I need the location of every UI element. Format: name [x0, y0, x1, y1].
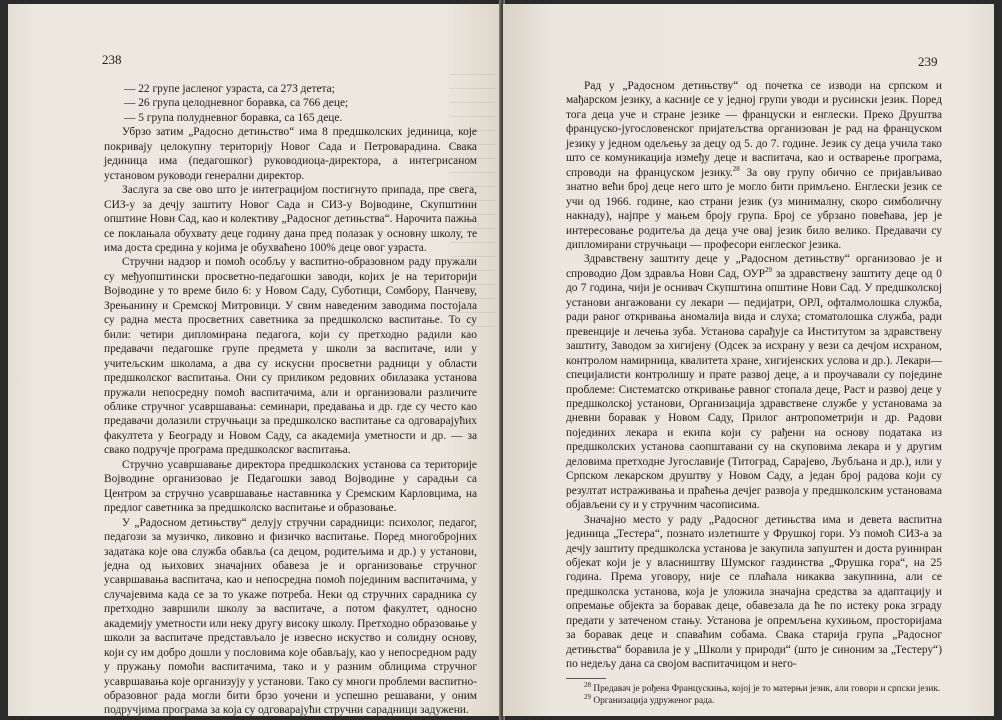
- left-text-block: [104, 82, 477, 716]
- list-item: — 22 групе јасленог узраста, са 273 детета;: [124, 83, 335, 95]
- footnote-number: 29: [584, 692, 591, 701]
- list-item: — 5 група полудневног боравка, са 165 деце.: [124, 111, 343, 124]
- paragraph-text: Значајно место у раду „Радосног детињства има и девета васпитна јединица „Тестера“, познато излетиште у Фрушкој гори. Уз помоћ СИЗ-а за дечју заштиту предшколска установа је закупила запуштен и доста руиниран објекат који је у власништву Шумског газдинства „Фрушка гора“, на 25 година. Према уговору, није се плаћала никаква закупнина, али се предшколска установа, која је уложила значајна средства за адаптацију и опремање објекта за боравак деце, обавезала да ће по истеку рока зграду предати у затеченом стању. Установа је опремљена кухињом, просторијама за боравак деце и спаваћим собама. Свака старија група „Радосног детињства“ боравила је у „Школи у природи“ (што је синоним за „Тестеру“) по недељу дана са својом васпитачицом и него-: [566, 513, 942, 671]
- paragraph: [566, 252, 942, 512]
- paragraph: Стручни надзор и помоћ особљу у васпитно-образовном раду пружали су међуопштински просветно-педагошки заводи, којих је на територији Војводине у то време било 6: у Новом Саду, Суботици, Сомбору, Панчеву, Зрењанину и Сремској Митровици. У свим наведеним заводима постојала су радна места просветних саветника за предшколско васпитање. То су били: четири дипломирана педагога, који су претходно радили као предавачи педагошке групе предмета у школи за васпитаче, или у учитељским школама, а два су искусни просветни радници у области предшколског васпитања. Они су приликом редовних обилазака установа пружали непосредну помоћ васпитачима, али и организовали различите облике стручног усавршавања: семинари, предавања и др. где су често као предавачи долазили стручњаци за предшколско васпитање са одговарајућих факултета у Београду и Новом Саду, са академија уметности и др. — за свако подручје програма предшколског васпитања.: [104, 256, 477, 457]
- paragraph-text: за здравствену заштиту деце од 0 до 7 година, чији је оснивач Скупштина општине Нови Сад. У предшколској установи ангажовани су лекари — педијатри, ОРЛ, офталмолошка служба, ради раног откривања аномалија вида и слуха; стоматолошка служба, ради превенције и лечења зуба. Установа сарађује са Институтом за здравствену заштиту, Заводом за хигијену (Одсек за исхрану у вези са дечјом исхраном, контролом намирница, квалитета хране, хигијенских услова и др.). Лекари—специјалисти контролишу и прате развој деце, а и проучавали су поједине проблеме: Систематско откривање равног стопала деце, Раст и развој деце у предшколској установи, Организација здравствене службе у установама за дневни боравак у Новом Саду, Прилог антропометрији и др. Радови појединих лекара и екипа који су рађени на основу података из предшколских установа саопштавани су на скуповима лекара и у другим деловима претходне Југославије (Титоград, Сарајево, Љубљана и др.), или у Српском лекарском друштву у Новом Саду, а један број радова који су резултат истраживања и праћења дечјег развоја у предшколским установама објављени су и у стручним часописима.: [566, 267, 942, 512]
- page-number: 238: [102, 52, 122, 67]
- paragraph: [566, 513, 942, 672]
- paragraph: [566, 79, 942, 252]
- left-page: [8, 4, 502, 716]
- paragraph: У „Радосном детињству“ делују стручни сарадници: психолог, педагог, педагози за музичко, ликовно и физичко васпитање. Поред многобројних задатака које ова служба обавља (са децом, родитељима и др.) у установи, једна од њихових значајних обавеза је и организовање стручног усавршавања васпитача, као и непосредна помоћ појединим васпитачима, у случајевима када се за то укаже потреба. Неки од стручних сарадника су претходно завршили школу за васпитаче, а потом факултет, односно академију уметности или неку другу високу школу. Претходно образовање у школи за васпитаче представљало је извесно искуство и солидну основу, који су им добро дошли у пословима које обављају, као у непосредном раду у пружању помоћи васпитачима, тако и у разним облицима стручног усавршавања које организују у установи. Тако су многи проблеми васпитно-образовног рада могли бити брзо уочени и успешно решавани, у оним подручјима програма за која су одговарајући стручни сарадници задужени.: [104, 516, 477, 716]
- footnote-text: Предавач је рођена Францускиња, којој је то матерњи језик, али говори и српски језик.: [593, 683, 941, 694]
- paragraph: Стручно усавршавање директора предшколских установа са територије Војводине организовао је Педагошки завод Војводине у сарадњи са Центром за стручно усавршавање наставника у Сремским Карловцима, на предлог саветника за предшколско васпитање и образовање.: [104, 458, 477, 515]
- footnote: [566, 692, 942, 707]
- paragraph: Заслуга за све ово што је интеграцијом постигнуто припада, пре свега, СИЗ-у за дечју заштиту Новог Сада и СИЗ-у Војводине, Скупштини општине Нови Сад, као и колективу „Радосног детињства“. Нарочита пажња се поклањала обухвату деце годину дана пред полазак у основну школу, те има доста средина у којима је обухваћено 100% деце овог узраста.: [104, 184, 477, 254]
- footnote-ref: 28: [732, 164, 740, 173]
- right-text-block: [566, 79, 942, 707]
- paragraph-text: Здравствену заштиту деце у „Радосном детињству“ организовао је и спроводио Дом здравља Нови Сад, ОУР: [566, 253, 942, 280]
- list-item: — 26 група целодневног боравка, са 766 деце;: [124, 97, 349, 110]
- footnote: [566, 680, 942, 695]
- footnote-number: 28: [584, 680, 591, 689]
- footnote-divider: [566, 678, 606, 679]
- paragraph-text: Рад у „Радосном детињству“ од почетка се изводи на српском и мађарском језику, а касније се у једној групи уводи и русински језик. Поред тога деца уче и стране језике — француски и енглески. Преко Друштва француско-југословенског пријатељства организован је рад на француском језику у једном одељењу за децу од 5. до 7. године. Језик су деца учила тако што се комуникација између деце и васпитача, као и остварење програма, спроводи на француском језику.: [566, 80, 942, 179]
- right-page: [503, 4, 994, 716]
- paragraph-text: За ову групу обично се пријављивао знатно већи број деце него што је могло бити примљено. Енглески језик се учи од 1966. године, као страни језик (уз минималну, скоро симболичну накнаду), најпре у мањем броју група. Број се убрзано повећава, јер је интересовање родитеља да деца уче овај језик било велико. Предавачи су дипломирани стручњаци — професори енглеског језика.: [566, 166, 942, 251]
- page-number: 239: [918, 54, 938, 69]
- footnote-ref: 29: [764, 266, 772, 275]
- footnote-text: Организација удруженог рада.: [593, 695, 715, 706]
- paragraph: Убрзо затим „Радосно детињство“ има 8 предшколских јединица, које покривају целокупну територију Новог Сада и Петроварадина. Свака јединица има (педагошког) руководиоца-директора, а интегрисаном установом руководи генерални директор.: [104, 126, 477, 182]
